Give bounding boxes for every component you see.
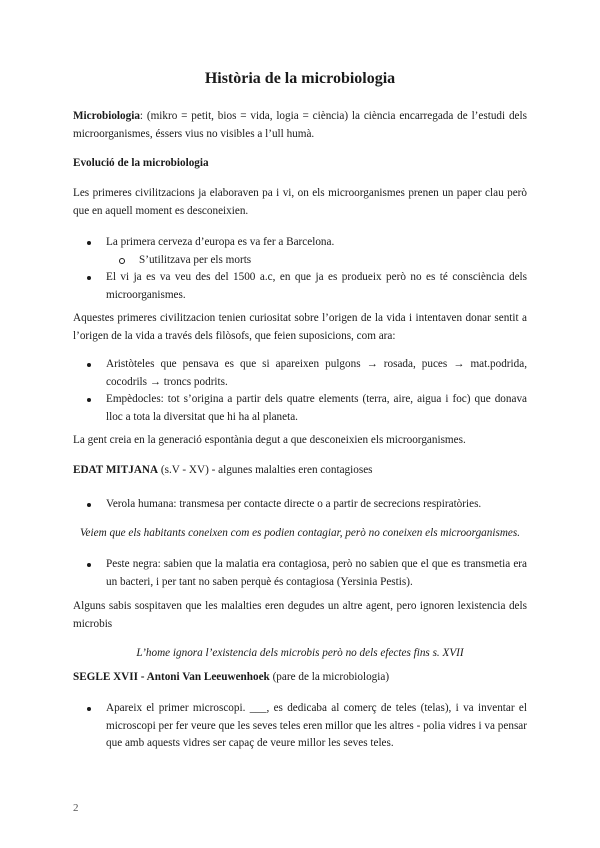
list-item <box>73 234 527 252</box>
section-heading-17th-century <box>73 669 527 687</box>
section-heading-evolution: Evolució de la microbiologia <box>73 157 209 169</box>
bullet-icon <box>87 398 91 402</box>
list-item-text: Empèdocles: tot s’origina a partir dels quatre elements (terra, aire, aigua i foc) que donava lloc a tota la diversitat que hi ha al planeta. <box>106 393 527 423</box>
page-title: Història de la microbiologia <box>204 70 396 87</box>
list-item-text: Apareix el primer microscopi. ___, es dedicaba al comerç de teles (telas), i va inventar el microscopi per fer veure que les seves teles eren millor que les altres - polia vidres i va pensar que amb aquests vidres ser capaç de veure millor les seves teles. <box>106 702 527 749</box>
intro-term: Microbiologia <box>73 110 140 122</box>
list-item-text: El vi ja es va veu des del 1500 a.c, en que ja es produeix però no es té consciència dels microorganismes. <box>106 271 527 301</box>
middle-ages-list-2 <box>73 556 527 591</box>
list-item-text: Verola humana: transmesa per contacte directe o a partir de secrecions respiratòries. <box>106 498 482 510</box>
italic-note: Veiem que els habitants coneixen com es podien contagiar, però no coneixen els microorganismes. <box>79 527 521 539</box>
intro-paragraph <box>73 108 527 143</box>
evolution-paragraph-2: Aquestes primeres civilitzacion tenien curiositat sobre l’origen de la vida i intentaven donar sentit a l’origen de la vida a través dels filòsofs, que feien suposicions, com ara: <box>73 312 527 342</box>
bullet-icon <box>87 503 91 507</box>
middle-ages-paragraph: Alguns sabis sospitaven que les malalties eren degudes un altre agent, pero ignoren lexistencia dels microbis <box>73 600 527 630</box>
list-item <box>73 700 527 753</box>
evolution-paragraph-1: Les primeres civilitzacions ja elaboraven pa i vi, on els microorganismes prenen un paper clau però que en aquell moment es desconeixien. <box>73 187 527 217</box>
evolution-list-2 <box>73 356 527 426</box>
evolution-paragraph-3: La gent creia en la generació espontània degut a que desconeixien els microorganismes. <box>73 434 466 446</box>
century-heading-bold: SEGLE XVII - Antoni Van Leeuwenhoek <box>73 671 270 683</box>
bullet-icon <box>87 563 91 567</box>
evolution-list-1 <box>73 234 527 304</box>
intro-text: : (mikro = petit, bios = vida, logia = ciència) la ciència encarregada de l’estudi dels microorganismes, éssers vius no visibles a l’ull humà. <box>73 110 527 140</box>
list-item-text: Aristòteles que pensava es que si apareixen pulgons → rosada, puces → mat.podrida, cocodrils → troncs podrits. <box>106 358 527 388</box>
middle-ages-heading-bold: EDAT MITJANA <box>73 464 159 476</box>
middle-ages-list-1 <box>73 496 527 514</box>
page-number: 2 <box>73 802 79 814</box>
century-heading-rest: (pare de la microbiologia) <box>269 671 390 683</box>
section-heading-middle-ages <box>73 462 527 480</box>
sub-list-item-text: S’utilitzava per els morts <box>139 253 252 266</box>
list-item-text: La primera cerveza d’europa es va fer a Barcelona. <box>106 236 335 248</box>
middle-ages-heading-rest: (s.V - XV) - algunes malalties eren contagioses <box>158 464 373 476</box>
bullet-icon <box>87 363 91 367</box>
list-item <box>73 356 527 391</box>
circle-bullet-icon <box>119 258 125 264</box>
bullet-icon <box>87 241 91 245</box>
bullet-icon <box>87 276 91 280</box>
quote: L’home ignora l’existencia dels microbis però no dels efectes fins s. XVII <box>136 647 464 659</box>
list-item-text: Peste negra: sabien que la malatia era contagiosa, però no sabien que el que es transmetia era un bacteri, i per tant no saben perquè és contagiosa (Yersinia Pestis). <box>106 558 527 588</box>
list-item <box>73 269 527 304</box>
century-list-1 <box>73 700 527 753</box>
list-item <box>73 391 527 426</box>
list-item <box>73 556 527 591</box>
sub-list-item <box>73 252 527 270</box>
bullet-icon <box>87 707 91 711</box>
list-item <box>73 496 527 514</box>
